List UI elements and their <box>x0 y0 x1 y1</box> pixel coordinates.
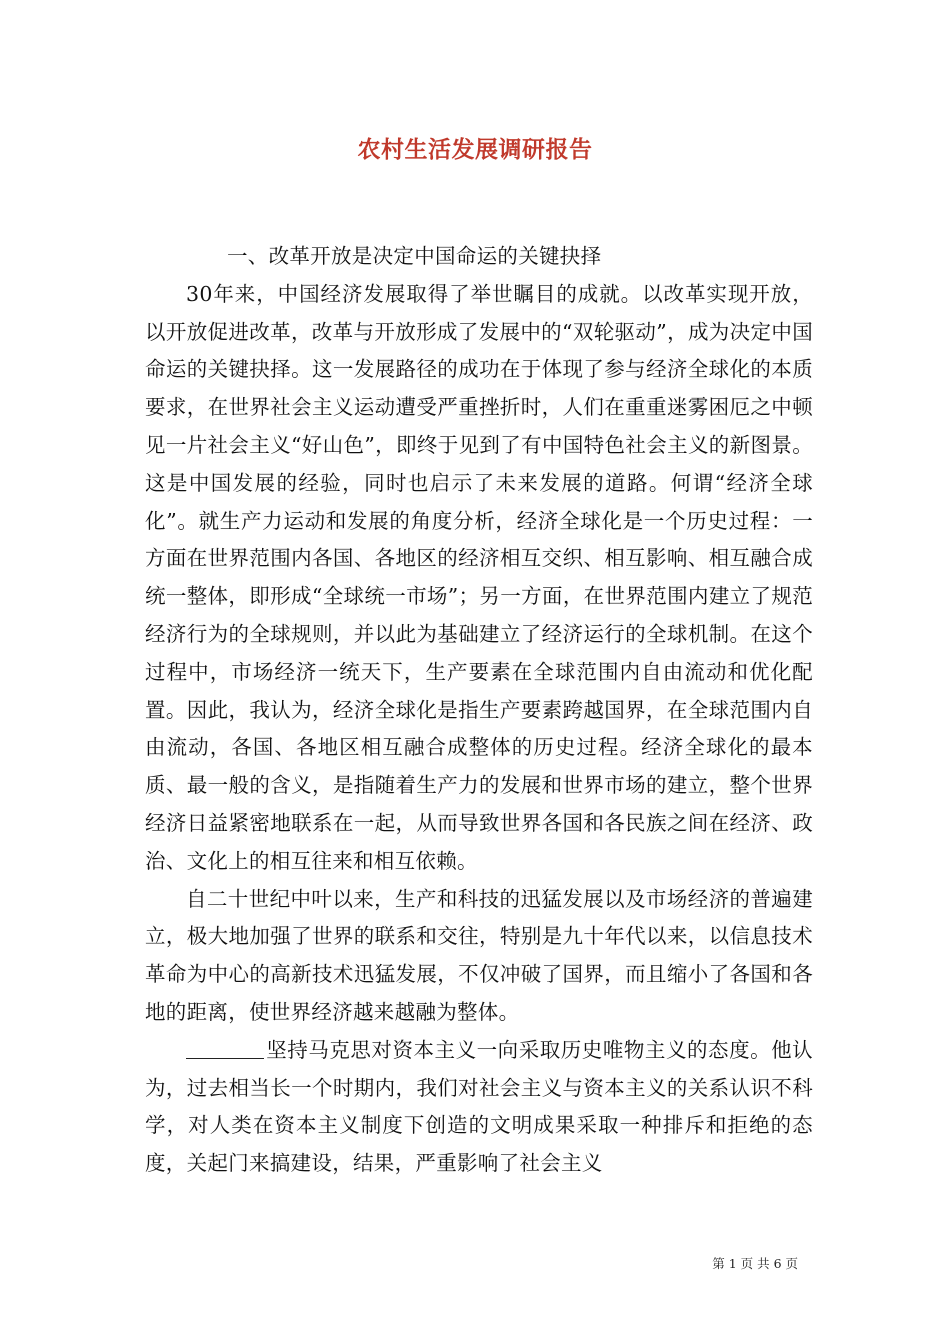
paragraph-1: 30年来，中国经济发展取得了举世瞩目的成就。以改革实现开放，以开放促进改革，改革与开放形成了发展中的“双轮驱动”，成为决定中国命运的关键抉择。这一发展路径的成功在于体现了参与经济全球化的本质要求，在世界社会主义运动遭受严重挫折时，人们在重重迷雾困厄之中顿见一片社会主义“好山色”，即终于见到了有中国特色社会主义的新图景。这是中国发展的经验，同时也启示了未来发展的道路。何谓“经济全球化”。就生产力运动和发展的角度分析，经济全球化是一个历史过程：一方面在世界范围内各国、各地区的经济相互交织、相互影响、相互融合成统一整体，即形成“全球统一市场”；另一方面，在世界范围内建立了规范经济行为的全球规则，并以此为基础建立了经济运行的全球机制。在这个过程中，市场经济一统天下，生产要素在全球范围内自由流动和优化配置。因此，我认为，经济全球化是指生产要素跨越国界，在全球范围内自由流动，各国、各地区相互融合成整体的历史过程。经济全球化的最本质、最一般的含义，是指随着生产力的发展和世界市场的建立，整个世界经济日益紧密地联系在一起，从而导致世界各国和各民族之间在经济、政治、文化上的相互往来和相互依赖。 <box>145 281 813 873</box>
document-title: 农村生活发展调研报告 <box>357 136 593 163</box>
paragraph-2: 自二十世纪中叶以来，生产和科技的迅猛发展以及市场经济的普遍建立，极大地加强了世界的联系和交往，特别是九十年代以来，以信息技术革命为中心的高新技术迅猛发展，不仅冲破了国界，而且缩小了各国和各地的距离，使世界经济越来越融为整体。 <box>145 886 813 1024</box>
document-body <box>145 238 813 1183</box>
paragraph-3-text: 坚持马克思对资本主义一向采取历史唯物主义的态度。他认为，过去相当长一个时期内，我们对社会主义与资本主义的关系认识不科学，对人类在资本主义制度下创造的文明成果采取一种排斥和拒绝的态度，关起门来搞建设，结果，严重影响了社会主义 <box>145 1037 813 1176</box>
section-heading: 一、改革开放是决定中国命运的关键抉择 <box>227 244 602 268</box>
page-number: 第 1 页 共 6 页 <box>712 1256 798 1271</box>
paragraph-3 <box>145 1032 813 1183</box>
fill-in-blank <box>186 1038 264 1059</box>
